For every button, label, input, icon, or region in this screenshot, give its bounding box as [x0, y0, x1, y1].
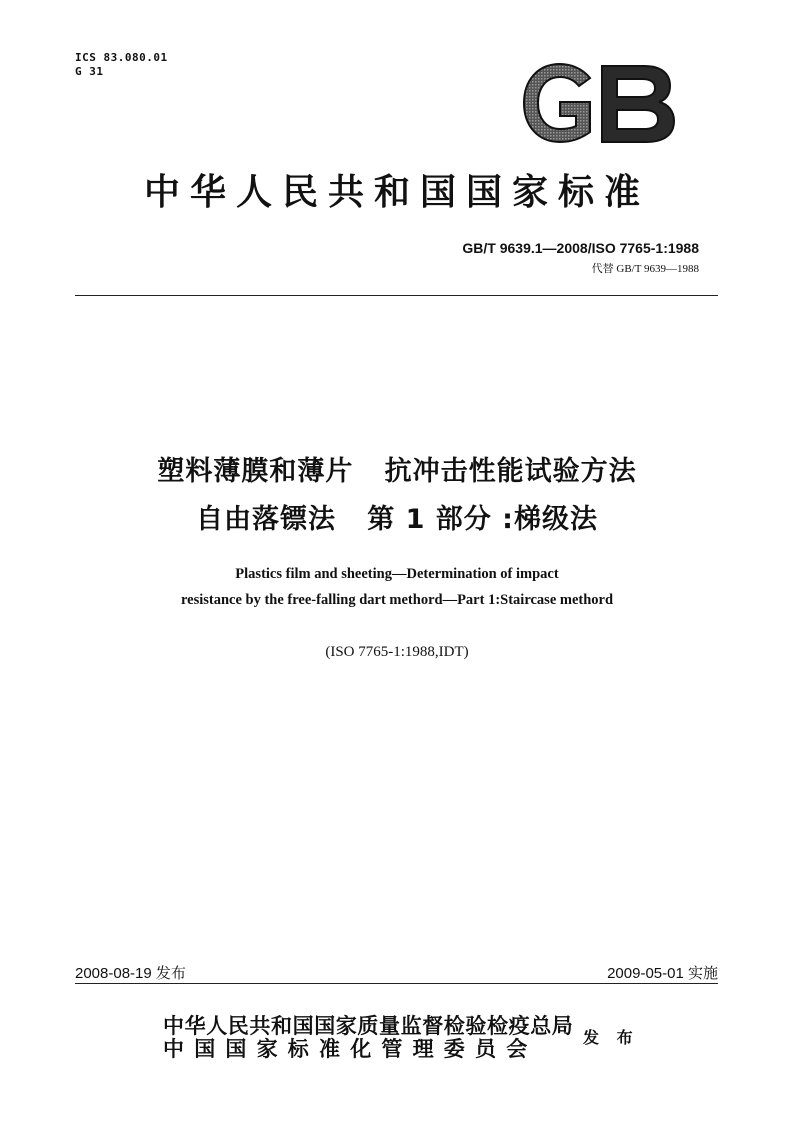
ccs-code: G 31: [75, 65, 104, 78]
bottom-divider: [75, 983, 718, 984]
iso-equivalence: (ISO 7765-1:1988,IDT): [325, 644, 469, 660]
replaces-standard: 代替 GB/T 9639—1988: [591, 263, 699, 275]
standard-number: GB/T 9639.1—2008/ISO 7765-1:1988: [462, 240, 699, 256]
top-divider: [75, 295, 718, 296]
implementation-date: 2009-05-01 实施: [607, 965, 718, 982]
issuer-sac: 中国国家标准化管理委员会: [163, 1037, 538, 1061]
gb-logo-icon: [520, 60, 678, 146]
national-standard-title: 中华人民共和国国家标准: [143, 172, 650, 213]
issuer-aqsiq: 中华人民共和国国家质量监督检验检疫总局: [163, 1014, 574, 1038]
chinese-title-line-1: 塑料薄膜和薄片 抗冲击性能试验方法: [157, 456, 637, 487]
classification-codes: [75, 51, 168, 79]
english-title-line-2: resistance by the free-falling dart methord—Part 1:Staircase methord: [180, 592, 614, 608]
publish-label: 发 布: [583, 1028, 639, 1047]
issue-date: 2008-08-19 发布: [75, 965, 186, 982]
english-title-line-1: Plastics film and sheeting—Determination of impact: [235, 566, 559, 582]
chinese-title-line-2: 自由落镖法 第 1 部分 :梯级法: [196, 504, 598, 535]
ics-code: ICS 83.080.01: [75, 51, 168, 64]
